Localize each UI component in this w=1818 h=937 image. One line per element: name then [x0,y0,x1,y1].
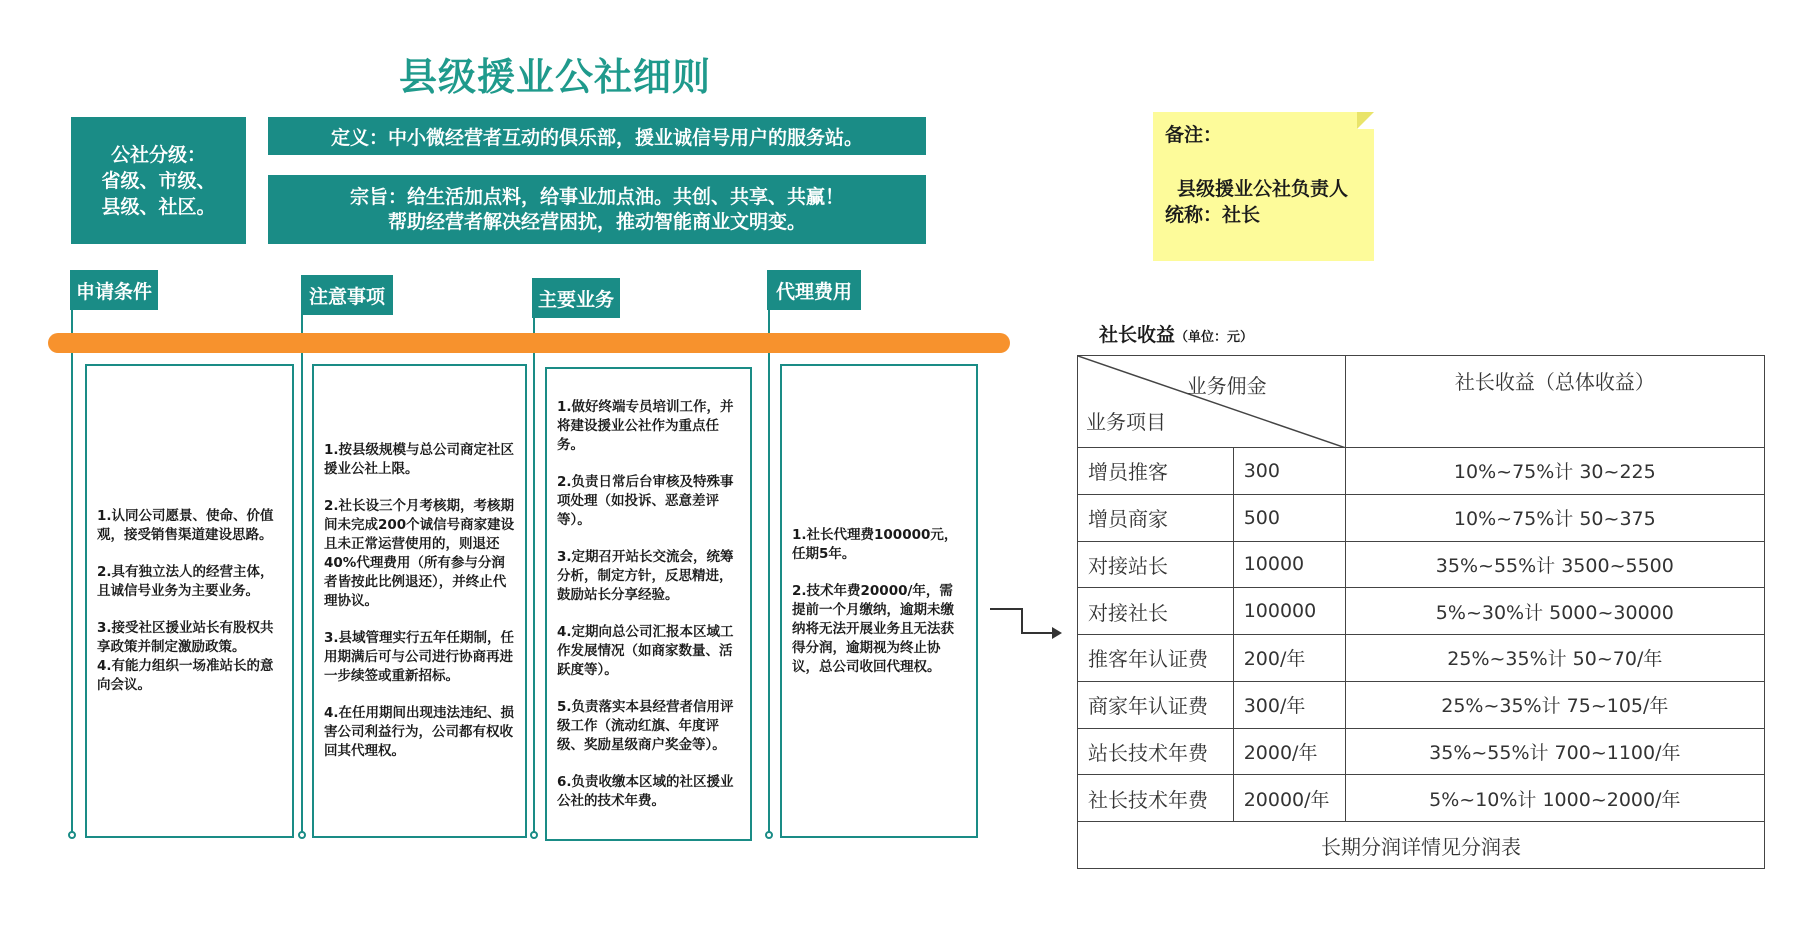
remark-note [1153,112,1374,261]
row-item: 社长技术年费 [1078,775,1234,822]
table-row [1078,635,1765,682]
table-footer: 长期分润详情见分润表 [1078,822,1765,869]
connector-dot-2 [298,831,306,839]
fee-item: 1.社长代理费100000元，任期5年。 [792,526,958,562]
fees-panel [780,364,978,838]
header-income: 社长收益（总体收益） [1345,356,1764,448]
connector-line-3 [533,284,535,835]
note-fold-corner [1357,112,1374,129]
row-item: 增员商家 [1078,494,1234,541]
table-row [1078,541,1765,588]
conditions-panel [85,364,294,838]
row-income: 10%~75%计 30~225 [1345,448,1764,495]
row-item: 商家年认证费 [1078,681,1234,728]
note-item: 1.按县级规模与总公司商定社区援业公社上限。 [324,442,515,477]
tab-application-conditions: 申请条件 [70,270,158,310]
revenue-table [1077,355,1765,869]
condition-item: 2.具有独立法人的经营主体，且诚信号业务为主要业务。 [97,564,274,599]
purpose-line-1: 宗旨：给生活加点料，给事业加点油。共创、共享、共赢！ [349,185,844,208]
remark-line-2: 统称：社长 [1165,204,1261,226]
remark-label: 备注： [1165,124,1223,146]
remark-line-1: 县级援业公社负责人 [1177,178,1349,200]
arrow-connector [990,608,1023,610]
revenue-title [1099,320,1253,347]
condition-item: 3.接受社区援业站长有股权共享政策并制定激励政策。 [97,620,274,655]
levels-line-1: 公社分级： [110,143,206,166]
business-item: 4.定期向总公司汇报本区域工作发展情况（如商家数量、活跃度等）。 [557,623,734,678]
table-footer-row [1078,822,1765,869]
note-item: 3.县域管理实行五年任期制，任用期满后可与公司进行协商再进一步续签或重新招标。 [324,630,515,684]
arrow-head-icon [1052,627,1062,639]
connector-line-1 [71,270,73,835]
row-income: 25%~35%计 50~70/年 [1345,635,1764,682]
condition-item: 4.有能力组织一场准站长的意向会议。 [97,658,274,693]
row-commission: 2000/年 [1233,728,1345,775]
row-income: 35%~55%计 3500~5500 [1345,541,1764,588]
row-item: 对接社长 [1078,588,1234,635]
table-row [1078,448,1765,495]
connector-dot-3 [530,831,538,839]
business-item: 6.负责收缴本区域的社区援业公社的技术年费。 [557,773,734,809]
row-commission: 100000 [1233,588,1345,635]
timeline-bar [48,333,1010,353]
tab-agency-fees: 代理费用 [767,270,861,310]
row-commission: 200/年 [1233,635,1345,682]
condition-item: 1.认同公司愿景、使命、价值观，接受销售渠道建设思路。 [97,508,274,543]
connector-line-4 [768,275,770,835]
table-row [1078,588,1765,635]
connector-dot-1 [68,831,76,839]
purpose-line-2: 帮助经营者解决经营困扰，推动智能商业文明变。 [387,210,806,233]
row-income: 10%~75%计 50~375 [1345,494,1764,541]
levels-box [71,117,246,244]
fee-item: 2.技术年费20000/年，需提前一个月缴纳，逾期未缴纳将无法开展业务且无法获得分润，逾期视为终止协议，总公司收回代理权。 [792,582,954,675]
header-commission: 业务佣金 [1186,374,1267,398]
diagonal-header-cell [1078,356,1346,448]
row-income: 5%~10%计 1000~2000/年 [1345,775,1764,822]
row-commission: 300/年 [1233,681,1345,728]
row-income: 5%~30%计 5000~30000 [1345,588,1764,635]
page-title: 县级援业公社细则 [398,55,711,99]
note-item: 2.社长设三个月考核期，考核期间未完成200个诚信号商家建设且未正常运营使用的，则退还40%代理费用（所有参与分润者皆按此比例退还），并终止代理协议。 [324,498,515,609]
table-header-row [1078,356,1765,448]
arrow-connector-vertical [1021,608,1023,634]
header-item: 业务项目 [1086,410,1166,434]
levels-line-3: 县级、社区。 [101,195,216,218]
arrow-connector-lower [1021,632,1054,634]
table-row [1078,681,1765,728]
row-item: 增员推客 [1078,448,1234,495]
row-item: 推客年认证费 [1078,635,1234,682]
row-commission: 500 [1233,494,1345,541]
row-income: 35%~55%计 700~1100/年 [1345,728,1764,775]
definition-banner: 定义：中小微经营者互动的俱乐部，援业诚信号用户的服务站。 [268,117,926,155]
notes-panel [312,364,527,838]
connector-dot-4 [765,831,773,839]
levels-line-2: 省级、市级、 [101,169,216,192]
business-panel [545,367,752,841]
row-commission: 10000 [1233,541,1345,588]
note-item: 4.在任用期间出现违法违纪、损害公司利益行为，公司都有权收回其代理权。 [324,705,515,759]
business-item: 5.负责落实本县经营者信用评级工作（流动红旗、年度评级、奖励星级商户奖金等）。 [557,698,734,753]
row-item: 对接站长 [1078,541,1234,588]
business-item: 2.负责日常后台审核及特殊事项处理（如投诉、恶意差评等）。 [557,473,734,528]
row-item: 站长技术年费 [1078,728,1234,775]
business-item: 1.做好终端专员培训工作，并将建设援业公社作为重点任务。 [557,398,734,453]
connector-line-2 [301,280,303,835]
revenue-title-text: 社长收益 [1099,324,1176,346]
row-income: 25%~35%计 75~105/年 [1345,681,1764,728]
purpose-banner [268,175,926,244]
tab-main-business: 主要业务 [532,278,620,318]
tab-notes: 注意事项 [301,275,393,315]
business-item: 3.定期召开站长交流会，统筹分析，制定方针，反思精进，鼓励站长分享经验。 [557,548,734,603]
table-row [1078,728,1765,775]
row-commission: 20000/年 [1233,775,1345,822]
revenue-unit: （单位：元） [1175,330,1254,345]
table-row [1078,775,1765,822]
row-commission: 300 [1233,448,1345,495]
table-row [1078,494,1765,541]
